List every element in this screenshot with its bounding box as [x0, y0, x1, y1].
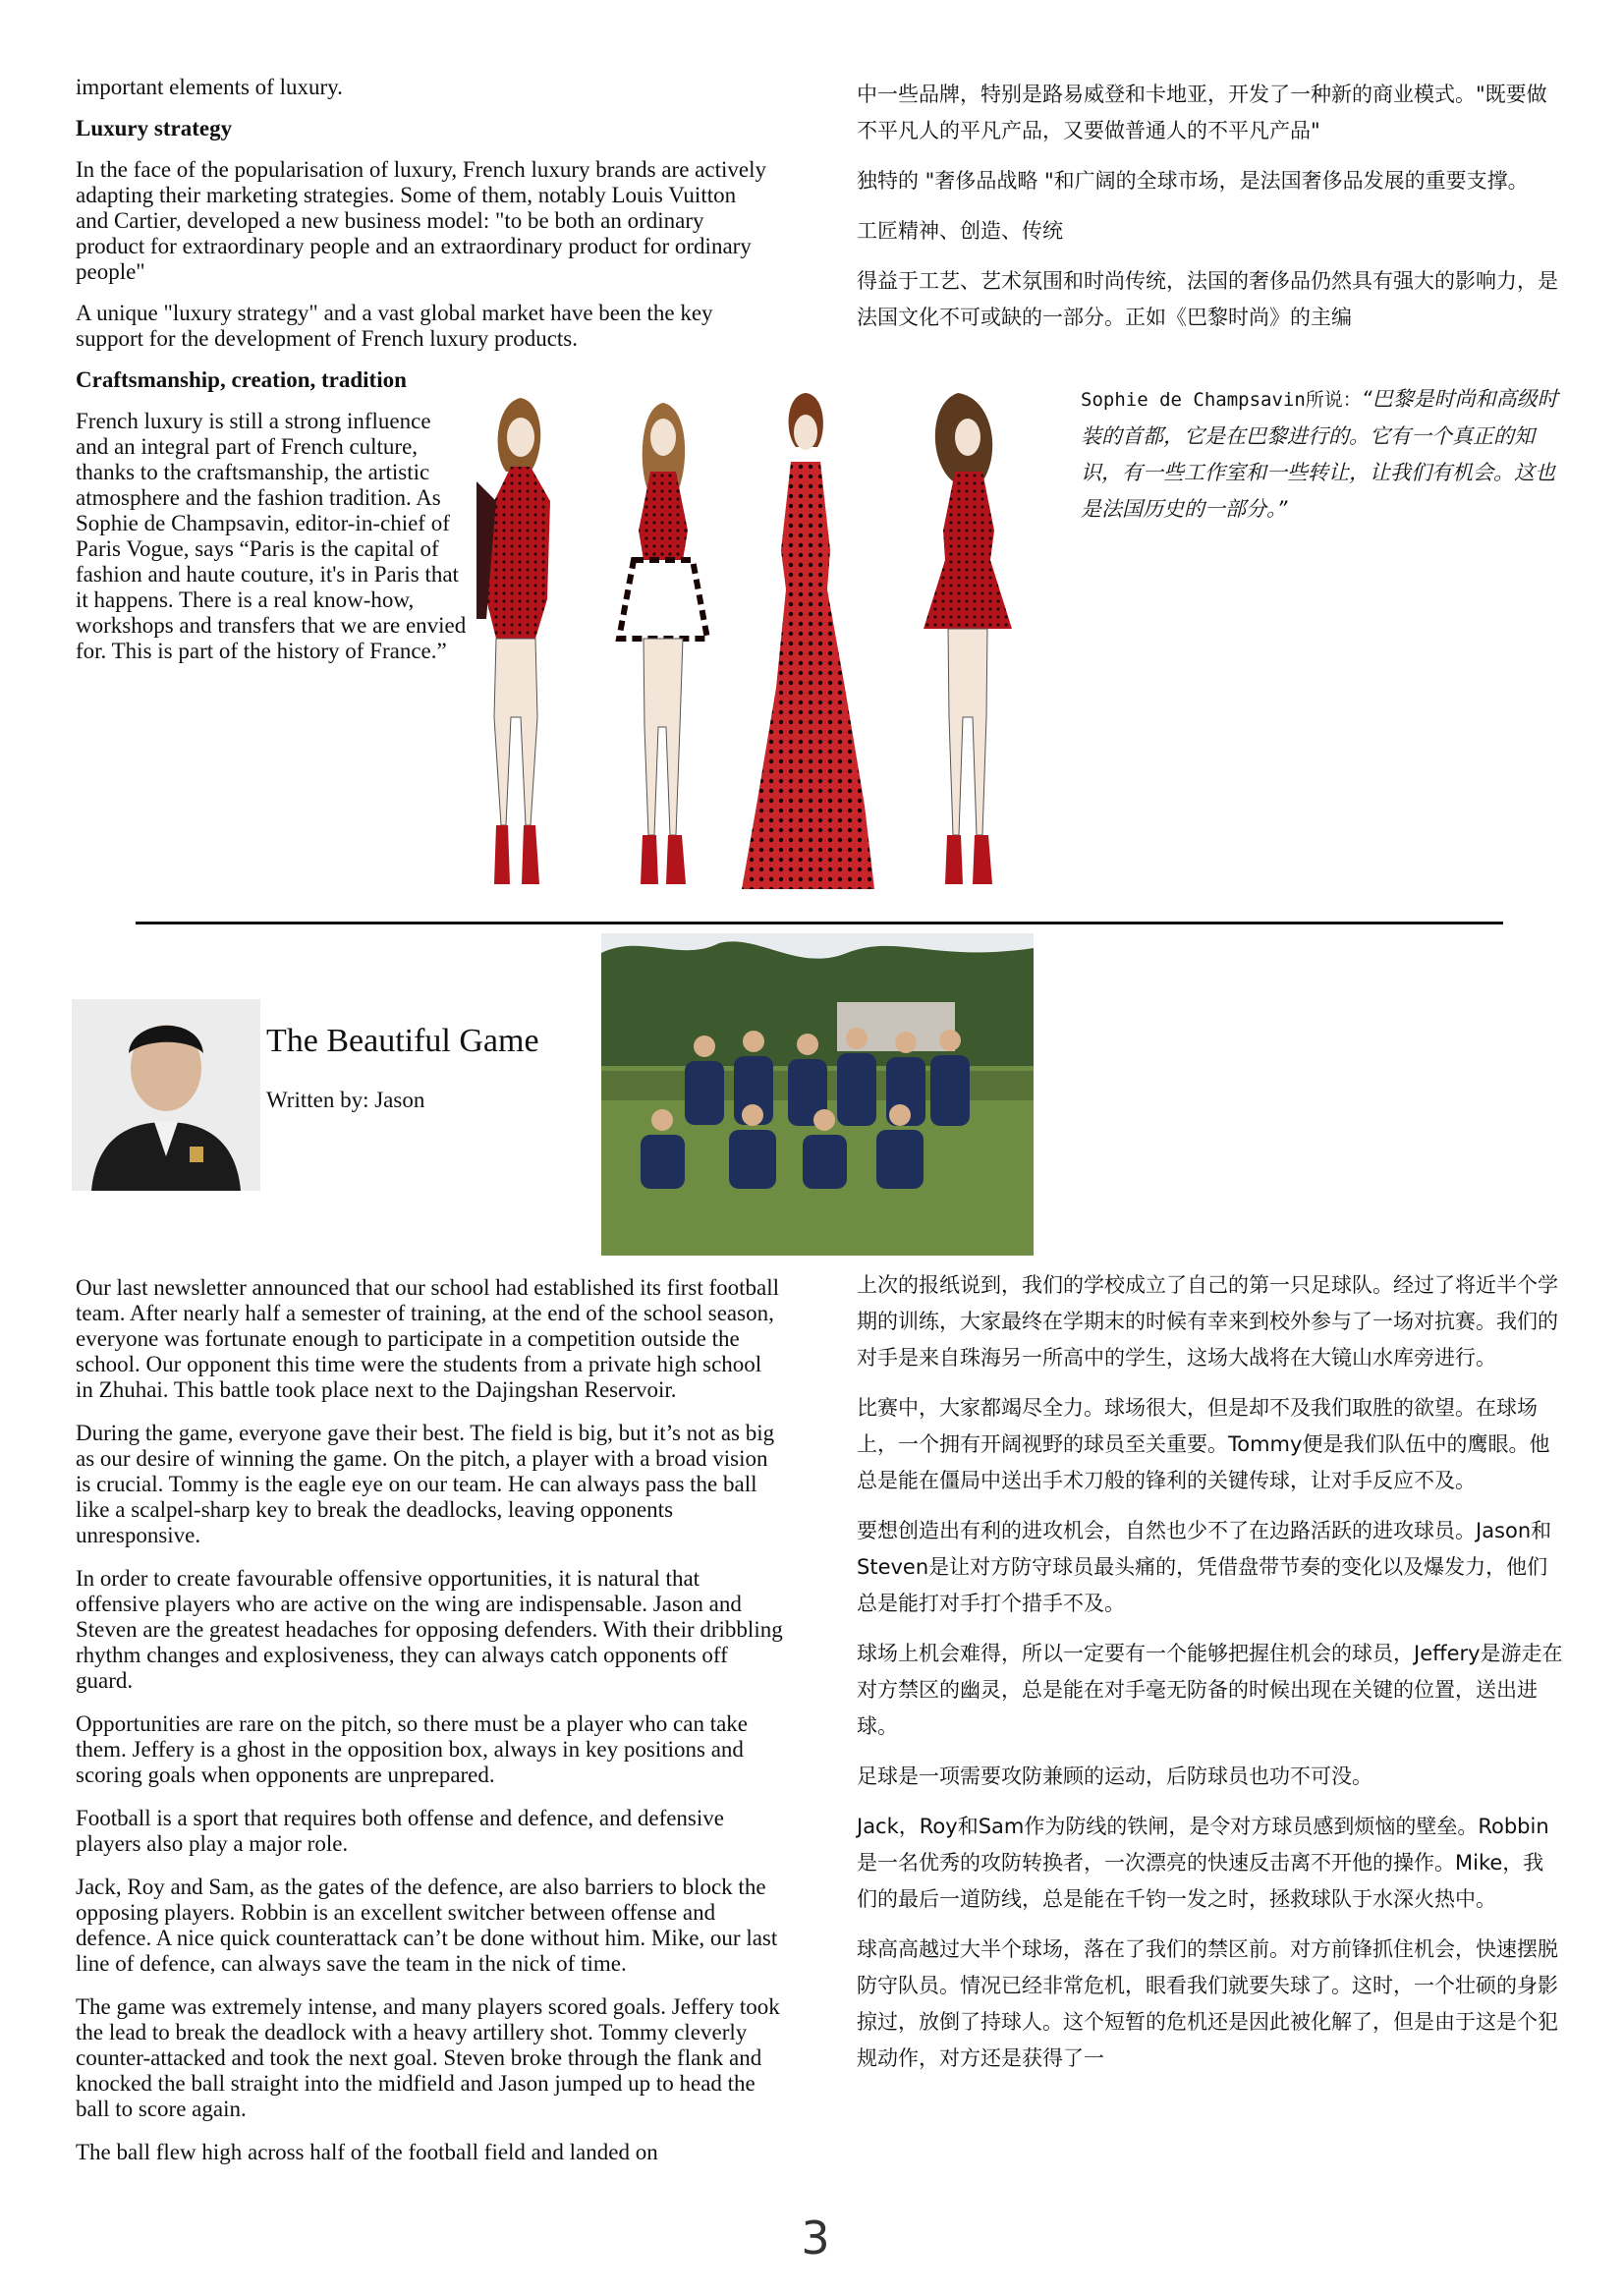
luxury-intro-tail: important elements of luxury. [76, 75, 343, 99]
zh-body-paragraph-2: 比赛中，大家都竭尽全力。球场很大，但是却不及我们取胜的欲望。在球场上，一个拥有开阔视野的球员至关重要。Tommy便是我们队伍中的鹰眼。他总是能在僵局中送出手术刀般的锋利的关键传球，让对手反应不及。 [857, 1396, 1550, 1492]
fashion-sketches-image [476, 393, 1076, 904]
zh-heading: 工匠精神、创造、传统 [857, 219, 1063, 243]
football-english-column [76, 1275, 783, 2165]
zh-body-paragraph-7: 球高高越过大半个球场，落在了我们的禁区前。对方前锋抓住机会，快速摆脱防守队员。情况已经非常危机，眼看我们就要失球了。这时，一个壮硕的身影掠过，放倒了持球人。这个短暂的危机还是因此被化解了，但是由于这是个犯规动作，对方还是获得了一 [857, 1937, 1558, 2070]
en-paragraph-7: The game was extremely intense, and many players scored goals. Jeffery took the lead to break the deadlock with a heavy artillery shot. Tommy cleverly counter-attacked and took the next goal. Steven broke through the flank and knocked the ball straight into the midfield and Jason jumped up to head the ball to score again. [76, 1994, 780, 2121]
page-number: 3 [801, 2212, 830, 2265]
en-paragraph-6: Jack, Roy and Sam, as the gates of the defence, are also barriers to block the opposing players. Robbin is an excellent switcher between offense and defence. A nice quick counterattack can’t be done without him. Mike, our last line of defence, can always save the team in the nick of time. [76, 1875, 778, 1976]
football-chinese-column [857, 1267, 1564, 2077]
zh-body-paragraph-3: 要想创造出有利的进攻机会，自然也少不了在边路活跃的进攻球员。Jason和Steven是让对方防守球员最头痛的，凭借盘带节奏的变化以及爆发力，他们总是能打对手打个措手不及。 [857, 1519, 1552, 1615]
zh-paragraph-3: 得益于工艺、艺术氛围和时尚传统，法国的奢侈品仍然具有强大的影响力，是法国文化不可或缺的一部分。正如《巴黎时尚》的主编 [857, 269, 1558, 329]
fashion-figure-2 [619, 403, 707, 884]
zh-body-paragraph-1: 上次的报纸说到，我们的学校成立了自己的第一只足球队。经过了将近半个学期的训练，大家最终在学期末的时候有幸来到校外参与了一场对抗赛。我们的对手是来自珠海另一所高中的学生，这场大战将在大镜山水库旁进行。 [857, 1273, 1558, 1370]
fashion-figure-4 [924, 393, 1012, 884]
fashion-figure-3 [742, 393, 874, 889]
zh-body-paragraph-5: 足球是一项需要攻防兼顾的运动，后防球员也功不可没。 [857, 1764, 1372, 1788]
en-paragraph-5: Football is a sport that requires both offense and defence, and defensive players also play a major role. [76, 1806, 724, 1856]
fashion-illustration [476, 393, 1076, 904]
craftsmanship-heading: Craftsmanship, creation, tradition [76, 367, 407, 392]
article-title: The Beautiful Game [266, 1023, 539, 1059]
luxury-strategy-paragraph-2: A unique "luxury strategy" and a vast global market have been the key support for the development of French luxury products. [76, 301, 713, 351]
zh-quote-name: Sophie de Champsavin所说： [1081, 389, 1362, 411]
en-paragraph-8: The ball flew high across half of the football field and landed on [76, 2140, 658, 2164]
section-divider [136, 922, 1503, 924]
zh-paragraph-1: 中一些品牌，特别是路易威登和卡地亚，开发了一种新的商业模式。"既要做不平凡人的平凡产品，又要做普通人的不平凡产品" [857, 83, 1547, 142]
luxury-chinese-column [857, 77, 1564, 336]
article-byline: Written by: Jason [266, 1088, 425, 1112]
en-paragraph-4: Opportunities are rare on the pitch, so there must be a player who can take them. Jeffery is a ghost in the opposition box, always in key positions and scoring goals when opponents are unprepared. [76, 1711, 749, 1787]
en-paragraph-3: In order to create favourable offensive opportunities, it is natural that offensive players who are active on the wing are indispensable. Jason and Steven are the greatest headaches for opposing defenders. With their dribbling rhythm changes and explosiveness, they can always catch opponents off guard. [76, 1566, 783, 1693]
en-paragraph-1: Our last newsletter announced that our school had established its first football team. After nearly half a semester of training, at the end of the school season, everyone was fortunate enough to participate in a competition outside the school. Our opponent this time were the students from a private high school in Zhuhai. This battle took place next to the Dajingshan Reservoir. [76, 1275, 780, 1402]
author-avatar [72, 999, 260, 1191]
fashion-figure-1 [476, 398, 550, 884]
craftsmanship-paragraph: French luxury is still a strong influence and an integral part of French culture, thanks to the craftsmanship, the artistic atmosphere and the fashion tradition. As Sophie de Champsavin, editor-in-chief of Paris Vogue, says “Paris is the capital of fashion and haute couture, it's in Paris that it happens. There is a real know-how, workshops and transfers that we are envied for. This is part of the history of France.” [76, 409, 467, 663]
luxury-strategy-paragraph-1: In the face of the popularisation of luxury, French luxury brands are actively adapting their marketing strategies. Some of them, notably Louis Vuitton and Cartier, developed a new business model: "to be both an ordinary product for extraordinary people and an extraordinary product for ordinary people" [76, 157, 766, 284]
zh-body-paragraph-6: Jack，Roy和Sam作为防线的铁闸，是令对方球员感到烦恼的壁垒。Robbin是一名优秀的攻防转换者，一次漂亮的快速反击离不开他的操作。Mike，我们的最后一道防线，总是能在千钧一发之时，拯救球队于水深火热中。 [857, 1815, 1549, 1911]
zh-body-paragraph-4: 球场上机会难得，所以一定要有一个能够把握住机会的球员，Jeffery是游走在对方禁区的幽灵，总是能在对手毫无防备的时候出现在关键的位置，送出进球。 [857, 1642, 1563, 1738]
zh-paragraph-2: 独特的 "奢侈品战略 "和广阔的全球市场，是法国奢侈品发展的重要支撑。 [857, 169, 1529, 193]
luxury-strategy-heading: Luxury strategy [76, 116, 233, 140]
en-paragraph-2: During the game, everyone gave their best. The field is big, but it’s not as big as our desire of winning the game. On the pitch, a player with a broad vision is crucial. Tommy is the eagle eye on our team. He can always pass the ball like a scalpel-sharp key to break the deadlocks, leaving opponents unresponsive. [76, 1421, 775, 1547]
zh-quote-text: “巴黎是时尚和高级时装的首都，它是在巴黎进行的。它有一个真正的知识，有一些工作室和一些转让，让我们有机会。这也是法国历史的一部分。” [1081, 387, 1558, 521]
zh-quote-block [1081, 381, 1572, 528]
team-photo [601, 933, 1034, 1256]
